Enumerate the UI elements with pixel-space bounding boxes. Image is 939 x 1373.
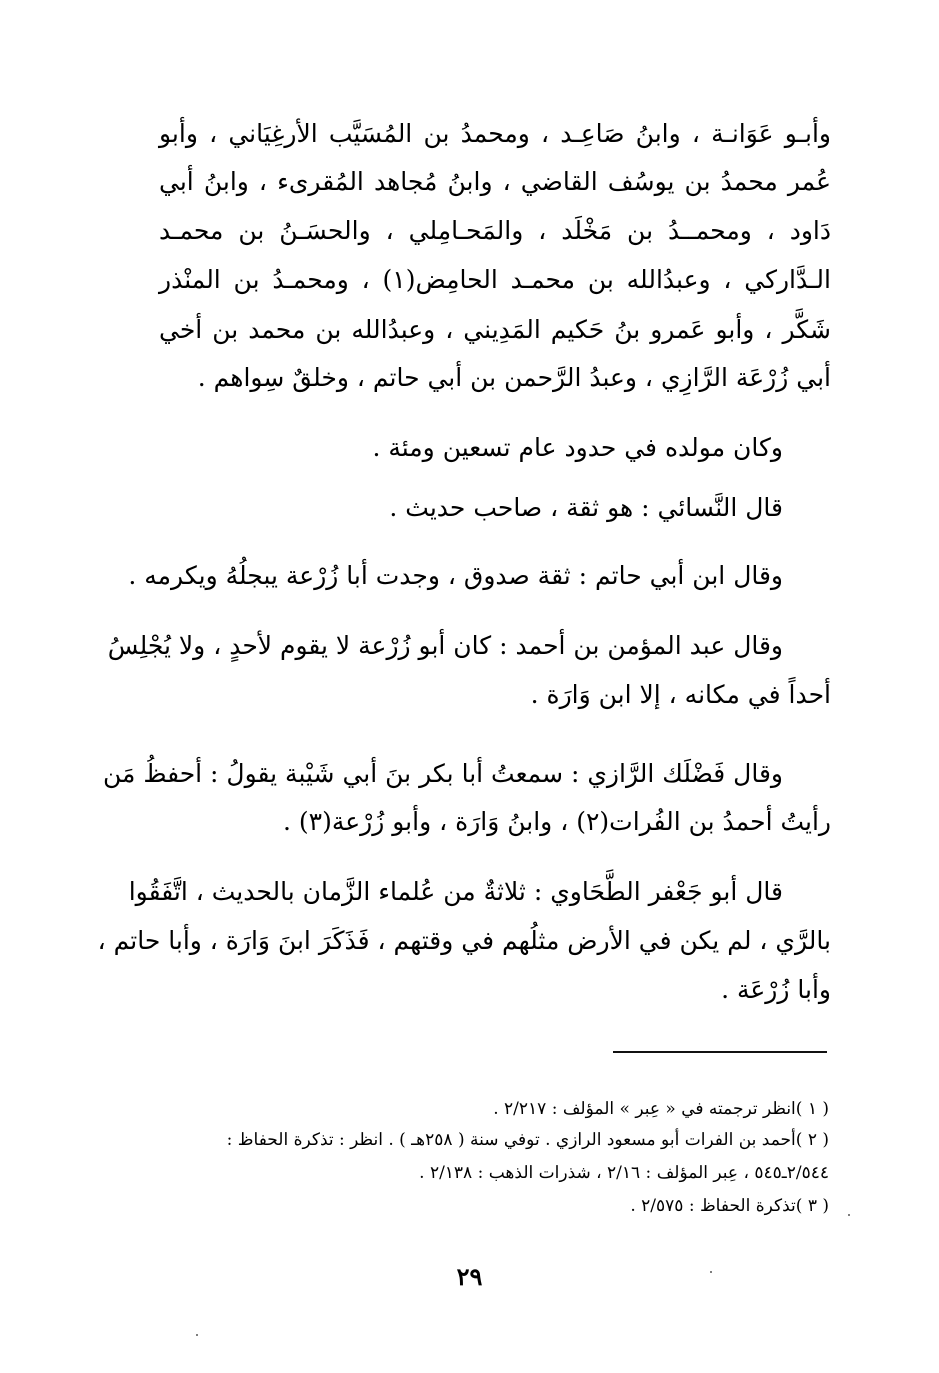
page-number: ٢٩: [456, 1262, 483, 1291]
paragraph-abd-almumin-line-2: أحداً في مكانه ، إلا ابن وَارَة .: [530, 680, 831, 709]
footnote-2-line-1: ( ٢ )أحمد بن الفرات أبو مسعود الرازي . توفي سنة ( ٢٥٨هـ ) . انظر : تذكرة الحفاظ :: [226, 1130, 829, 1150]
paragraph-fadlak-line-1: وقال فَضْلَك الرَّازي : سمعتُ أبا بكر بنَ أبي شَيْبة يقولُ : أحفظُ مَن: [102, 759, 783, 788]
paragraph-fadlak-line-2: رأيتُ أحمدُ بن الفُرات(٢) ، وابنُ وَارَة ، وأبو زُرْعة(٣) .: [283, 807, 831, 836]
paragraph-nasai: قال النَّسائي : هو ثقة ، صاحب حديث .: [389, 493, 783, 522]
body-line-5: شَكَّر ، وأبو عَمرو بنُ حَكيم المَدِيني ، وعبدُالله بن محمد بن أخي: [159, 315, 831, 344]
body-line-6: أبي زُرْعَة الرَّازِي ، وعبدُ الرَّحمن بن أبي حاتم ، وخلقٌ سِواهم .: [197, 363, 831, 392]
scan-speck: [196, 1334, 198, 1336]
paragraph-birth: وكان مولده في حدود عام تسعين ومئة .: [372, 433, 783, 462]
paragraph-tahawi-line-3: وأبا زُرْعَة .: [721, 975, 831, 1004]
footnote-2-line-2: ٢/٥٤٤ـ٥٤٥ ، عِبر المؤلف : ٢/١٦ ، شذرات الذهب : ٢/١٣٨ .: [419, 1163, 829, 1183]
paragraph-ibn-abi-hatim: وقال ابن أبي حاتم : ثقة صدوق ، وجدت أبا زُرْعة يبجلُهُ ويكرمه .: [128, 561, 783, 590]
scan-speck: [848, 1214, 850, 1216]
scan-speck: [710, 1271, 712, 1273]
footnote-separator: [613, 1051, 827, 1053]
paragraph-tahawi-line-2: بالرَّي ، لم يكن في الأرض مثلُهم في وقتهم ، فَذَكَرَ ابنَ وَارَة ، وأبا حاتم ،: [97, 926, 831, 955]
body-line-3: دَاود ، ومحمــدُ بن مَخْلَد ، والمَحـامِلي ، والحسَـنُ بن محمـد: [159, 216, 831, 245]
paragraph-tahawi-line-1: قال أبو جَعْفر الطَّحَاوي : ثلاثةٌ من عُلماء الزَّمان بالحديث ، اتَّفَقُوا: [128, 877, 783, 906]
body-line-1: وأبـو عَوَانـة ، وابنُ صَاعِـد ، ومحمدُ بن المُسَيَّب الأرغِيَاني ، وأبو: [159, 119, 831, 148]
paragraph-abd-almumin-line-1: وقال عبد المؤمن بن أحمد : كان أبو زُرْعة لا يقوم لأحدٍ ، ولا يُجْلِسُ: [107, 631, 783, 660]
body-line-4: الـدَّاركي ، وعبدُالله بن محمـد الحامِض(١) ، ومحمـدُ بن المنْذر: [159, 265, 831, 294]
body-line-2: عُمر محمدُ بن يوسُف القاضي ، وابنُ مُجاهد المُقرىء ، وابنُ أبي: [159, 167, 831, 196]
footnote-3: ( ٣ )تذكرة الحفاظ : ٢/٥٧٥ .: [630, 1196, 829, 1216]
footnote-1: ( ١ )انظر ترجمته في « عِبر » المؤلف : ٢/٢١٧ .: [493, 1099, 829, 1119]
